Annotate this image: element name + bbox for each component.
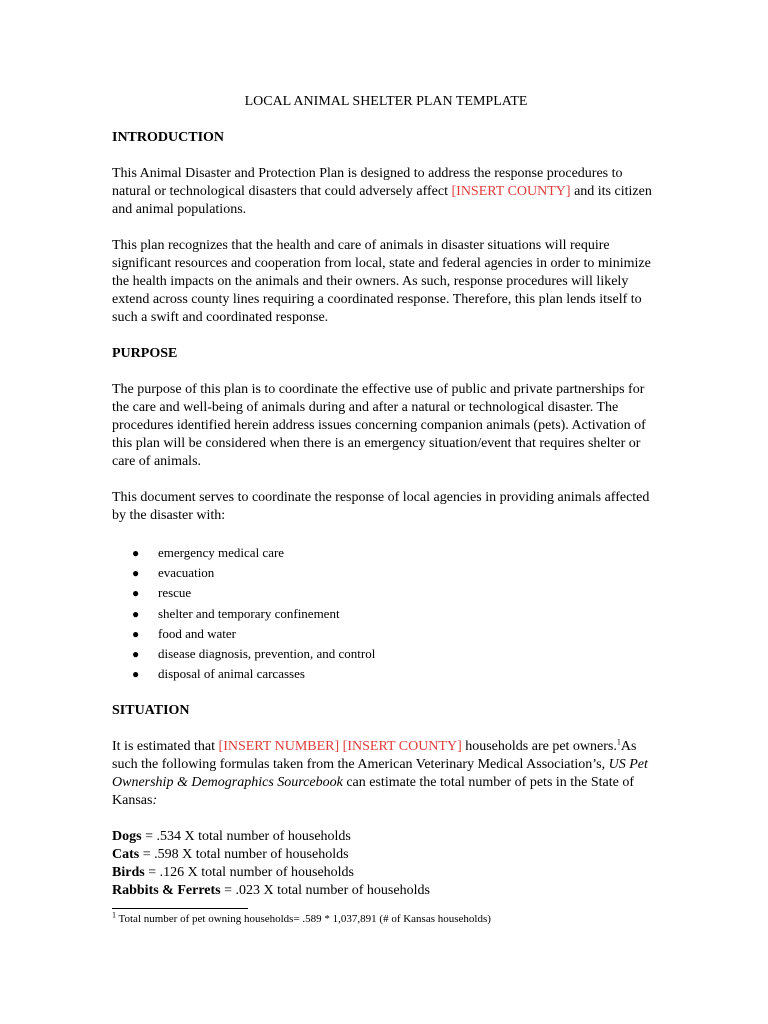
formula-text: = .126 X total number of households <box>144 865 355 881</box>
footnote-divider <box>112 908 248 909</box>
list-item <box>112 543 652 563</box>
bullet-icon: ● <box>132 566 140 581</box>
intro-text-a: This Animal Disaster and Protection Plan is designed to address the response procedures to natural or technological disasters that could adversely affect <box>112 166 623 199</box>
list-item-label: shelter and temporary confinement <box>158 605 340 621</box>
situation-text-a: It is estimated that <box>112 739 219 755</box>
situation-paragraph-1 <box>112 738 652 810</box>
bullet-icon: ● <box>132 606 140 621</box>
list-item-label: evacuation <box>158 565 215 581</box>
bullet-icon: ● <box>132 546 140 560</box>
intro-text-b: and its citizen and animal populations. <box>112 184 652 217</box>
formula-label: Dogs <box>112 829 142 845</box>
situation-text-b: households are pet owners. <box>461 739 617 755</box>
formula-row-rabbits-ferrets <box>112 882 652 900</box>
formula-row-cats <box>112 846 652 864</box>
footnote-reference[interactable]: 1 <box>616 737 621 747</box>
bullet-icon: ● <box>132 626 140 641</box>
bullet-icon: ● <box>132 586 140 601</box>
formula-label: Birds <box>112 865 145 881</box>
sourcebook-title: US Pet Ownership & Demographics Sourcebook <box>112 757 648 791</box>
purpose-paragraph-2: This document serves to coordinate the response of local agencies in providing animals affected by the disaster with: <box>112 490 650 523</box>
list-item <box>112 583 652 603</box>
list-item-label: emergency medical care <box>158 545 285 560</box>
heading-purpose: PURPOSE <box>112 346 178 361</box>
insert-county-placeholder: [INSERT COUNTY] <box>451 184 571 199</box>
list-item-label: rescue <box>158 585 192 601</box>
services-list <box>112 543 652 684</box>
bullet-icon: ● <box>132 667 140 682</box>
formula-row-birds <box>112 864 652 882</box>
bullet-icon: ● <box>132 647 140 662</box>
formula-text: = .023 X total number of households <box>220 883 430 899</box>
footnote-number: 1 <box>112 910 116 920</box>
formula-row-dogs <box>112 828 652 846</box>
list-item-label: disease diagnosis, prevention, and control <box>158 646 376 662</box>
formula-text: = .534 X total number of households <box>141 829 351 845</box>
list-item <box>112 624 652 644</box>
insert-number-placeholder: [INSERT NUMBER] <box>218 739 340 755</box>
formula-text: = .598 X total number of households <box>139 847 349 863</box>
list-item-label: food and water <box>158 625 236 641</box>
document-page <box>112 93 652 926</box>
purpose-paragraph-1: The purpose of this plan is to coordinate the effective use of public and private partnerships for the care and well-being of animals during and after a natural or technological disaster. The procedures identified herein address issues concerning companion animals (pets). Activation of this plan will be considered when there is an emergency situation/event that requires shelter or care of animals. <box>112 382 646 469</box>
footnote <box>112 912 652 926</box>
document-title: LOCAL ANIMAL SHELTER PLAN TEMPLATE <box>244 94 528 109</box>
list-item <box>112 604 652 624</box>
list-item <box>112 563 652 583</box>
heading-situation: SITUATION <box>112 703 190 719</box>
insert-county-placeholder: [INSERT COUNTY] <box>342 739 462 755</box>
situation-text-d: can estimate the total number of pets in the State of Kansas <box>112 775 635 809</box>
formula-label: Cats <box>112 847 140 863</box>
formula-label: Rabbits & Ferrets <box>112 883 221 899</box>
formula-block <box>112 828 652 900</box>
introduction-paragraph-1 <box>112 165 652 219</box>
list-item <box>112 644 652 664</box>
footnote-text: Total number of pet owning households= .589 * 1,037,891 (# of Kansas households) <box>116 913 491 926</box>
list-item <box>112 664 652 684</box>
introduction-paragraph-2: This plan recognizes that the health and care of animals in disaster situations will require significant resources and cooperation from local, state and federal agencies in order to minimize the health impacts on the animals and their owners. As such, response procedures will likely extend across county lines requiring a coordinated response. Therefore, this plan lends itself to such a swift and coordinated response. <box>112 238 651 325</box>
heading-introduction: INTRODUCTION <box>112 130 225 145</box>
situation-colon: : <box>152 793 158 809</box>
list-item-label: disposal of animal carcasses <box>158 666 305 682</box>
situation-text-c: As such the following formulas taken from the American Veterinary Medical Association’s, <box>112 739 637 773</box>
